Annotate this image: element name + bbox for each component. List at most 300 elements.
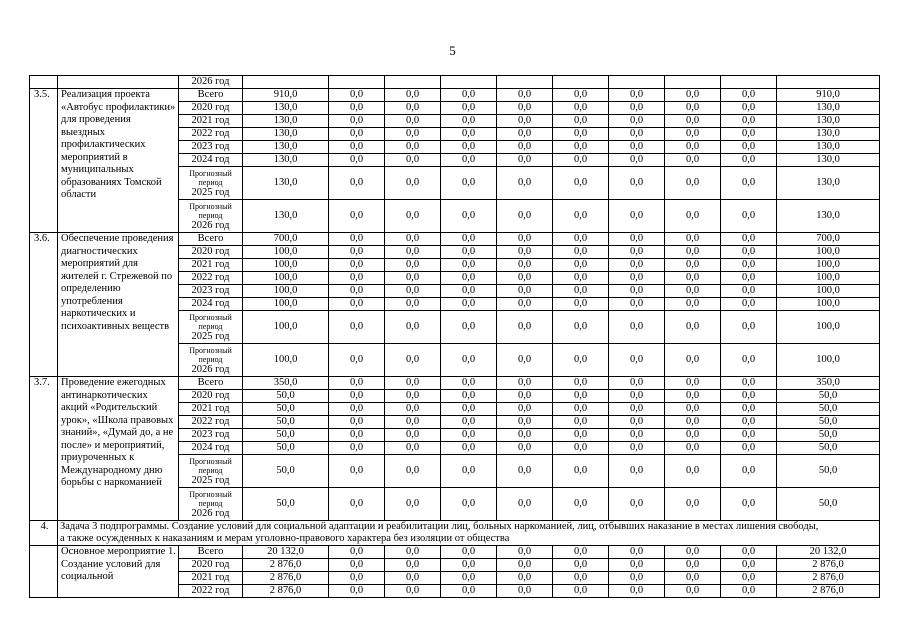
value-cell: 0,0	[497, 585, 553, 598]
value-cell: 0,0	[385, 298, 441, 311]
value-cell: 0,0	[497, 154, 553, 167]
period-cell	[179, 488, 243, 521]
period-cell: Всего	[179, 89, 243, 102]
period-cell: 2024 год	[179, 298, 243, 311]
value-cell: 2 876,0	[243, 559, 329, 572]
forecast-year-label: 2025 год	[191, 330, 230, 342]
value-cell: 0,0	[609, 298, 665, 311]
value-cell: 0,0	[609, 115, 665, 128]
value-cell: 0,0	[385, 141, 441, 154]
value-cell: 0,0	[329, 455, 385, 488]
value-cell: 0,0	[665, 572, 721, 585]
value-cell: 0,0	[609, 572, 665, 585]
item-name-cell: Основное мероприятие 1. Создание условий для социальной	[58, 546, 179, 598]
value-cell: 50,0	[243, 455, 329, 488]
task-text-cell	[58, 521, 880, 546]
value-cell: 0,0	[721, 115, 777, 128]
value-cell: 0,0	[441, 154, 497, 167]
value-cell: 100,0	[243, 246, 329, 259]
value-cell: 0,0	[553, 572, 609, 585]
value-cell: 0,0	[497, 390, 553, 403]
value-cell: 50,0	[243, 416, 329, 429]
value-cell: 0,0	[441, 141, 497, 154]
forecast-year-label: 2026 год	[191, 219, 230, 231]
value-cell: 0,0	[721, 546, 777, 559]
value-cell: 0,0	[441, 200, 497, 233]
value-cell: 0,0	[441, 285, 497, 298]
forecast-period-label: Прогнозный период	[189, 456, 232, 475]
value-cell: 130,0	[243, 128, 329, 141]
value-cell	[385, 76, 441, 89]
period-cell: 2022 год	[179, 128, 243, 141]
value-cell: 0,0	[441, 128, 497, 141]
value-cell: 0,0	[665, 167, 721, 200]
value-cell: 0,0	[721, 429, 777, 442]
value-cell: 100,0	[243, 344, 329, 377]
value-cell: 0,0	[329, 141, 385, 154]
period-cell: 2020 год	[179, 559, 243, 572]
table-row	[30, 233, 880, 246]
value-cell: 0,0	[665, 390, 721, 403]
value-cell: 0,0	[721, 167, 777, 200]
value-cell: 0,0	[497, 272, 553, 285]
value-cell: 0,0	[609, 89, 665, 102]
value-cell: 0,0	[329, 377, 385, 390]
forecast-year-label: 2026 год	[191, 507, 230, 519]
value-cell: 0,0	[385, 377, 441, 390]
value-cell: 0,0	[609, 429, 665, 442]
value-cell: 0,0	[609, 285, 665, 298]
value-cell: 0,0	[329, 115, 385, 128]
value-cell: 0,0	[497, 128, 553, 141]
value-cell: 0,0	[553, 259, 609, 272]
value-cell: 0,0	[553, 311, 609, 344]
value-cell: 0,0	[329, 89, 385, 102]
value-cell: 0,0	[441, 233, 497, 246]
value-cell: 0,0	[553, 141, 609, 154]
item-number-cell: 3.6.	[30, 233, 58, 377]
value-cell: 50,0	[777, 455, 880, 488]
value-cell: 0,0	[609, 559, 665, 572]
value-cell: 0,0	[497, 559, 553, 572]
value-cell: 50,0	[243, 390, 329, 403]
period-cell: 2021 год	[179, 115, 243, 128]
value-cell: 0,0	[497, 102, 553, 115]
value-cell: 0,0	[329, 403, 385, 416]
value-cell	[553, 76, 609, 89]
value-cell: 0,0	[721, 344, 777, 377]
value-cell: 0,0	[609, 390, 665, 403]
value-cell: 2 876,0	[777, 585, 880, 598]
value-cell: 130,0	[777, 200, 880, 233]
item-number-cell	[30, 546, 58, 598]
value-cell: 50,0	[243, 488, 329, 521]
value-cell: 0,0	[721, 311, 777, 344]
value-cell	[721, 76, 777, 89]
period-cell	[179, 344, 243, 377]
value-cell: 0,0	[441, 488, 497, 521]
value-cell: 0,0	[553, 298, 609, 311]
forecast-period-label: Прогнозный период	[189, 168, 232, 187]
value-cell: 0,0	[721, 246, 777, 259]
value-cell: 0,0	[721, 285, 777, 298]
value-cell: 0,0	[665, 128, 721, 141]
table-row	[30, 76, 880, 89]
value-cell: 0,0	[497, 488, 553, 521]
value-cell: 0,0	[441, 311, 497, 344]
value-cell: 0,0	[385, 167, 441, 200]
forecast-year-label: 2025 год	[191, 186, 230, 198]
value-cell: 0,0	[497, 141, 553, 154]
value-cell: 0,0	[441, 344, 497, 377]
value-cell: 0,0	[329, 572, 385, 585]
value-cell: 0,0	[721, 141, 777, 154]
value-cell: 910,0	[777, 89, 880, 102]
value-cell: 0,0	[329, 416, 385, 429]
value-cell: 130,0	[243, 167, 329, 200]
value-cell: 0,0	[553, 403, 609, 416]
value-cell: 100,0	[777, 272, 880, 285]
forecast-year-label: 2025 год	[191, 474, 230, 486]
value-cell	[609, 76, 665, 89]
period-cell: 2022 год	[179, 272, 243, 285]
value-cell: 0,0	[665, 246, 721, 259]
value-cell: 0,0	[665, 455, 721, 488]
value-cell: 0,0	[721, 403, 777, 416]
period-cell: 2022 год	[179, 585, 243, 598]
value-cell: 0,0	[665, 442, 721, 455]
period-cell: 2021 год	[179, 403, 243, 416]
value-cell: 700,0	[243, 233, 329, 246]
value-cell: 0,0	[329, 154, 385, 167]
value-cell: 130,0	[777, 154, 880, 167]
value-cell: 0,0	[721, 154, 777, 167]
value-cell: 0,0	[665, 416, 721, 429]
value-cell: 50,0	[777, 429, 880, 442]
item-name-cell: Обеспечение проведения диагностических мероприятий для жителей г. Стрежевой по определению употребления наркотических и психоактивных веществ	[58, 233, 179, 377]
value-cell: 0,0	[665, 585, 721, 598]
value-cell: 0,0	[329, 167, 385, 200]
value-cell: 0,0	[665, 559, 721, 572]
period-cell: Всего	[179, 377, 243, 390]
value-cell: 0,0	[329, 344, 385, 377]
value-cell: 0,0	[329, 311, 385, 344]
value-cell: 0,0	[553, 102, 609, 115]
value-cell: 0,0	[497, 246, 553, 259]
value-cell: 0,0	[329, 442, 385, 455]
value-cell: 0,0	[665, 403, 721, 416]
value-cell: 50,0	[777, 403, 880, 416]
value-cell: 130,0	[243, 154, 329, 167]
value-cell: 0,0	[609, 377, 665, 390]
value-cell: 0,0	[609, 416, 665, 429]
period-cell	[179, 455, 243, 488]
period-cell: 2024 год	[179, 154, 243, 167]
period-cell: 2021 год	[179, 572, 243, 585]
value-cell: 0,0	[665, 89, 721, 102]
value-cell	[777, 76, 880, 89]
value-cell: 0,0	[721, 572, 777, 585]
value-cell: 0,0	[385, 154, 441, 167]
value-cell: 0,0	[329, 559, 385, 572]
value-cell: 0,0	[609, 455, 665, 488]
value-cell: 0,0	[329, 102, 385, 115]
value-cell: 0,0	[385, 259, 441, 272]
value-cell: 130,0	[777, 102, 880, 115]
value-cell: 0,0	[441, 259, 497, 272]
value-cell: 100,0	[243, 259, 329, 272]
value-cell: 20 132,0	[777, 546, 880, 559]
value-cell: 0,0	[553, 442, 609, 455]
value-cell: 130,0	[243, 141, 329, 154]
value-cell: 0,0	[665, 488, 721, 521]
value-cell: 0,0	[385, 200, 441, 233]
period-cell	[179, 167, 243, 200]
value-cell: 0,0	[665, 115, 721, 128]
value-cell: 0,0	[665, 285, 721, 298]
value-cell: 0,0	[385, 488, 441, 521]
value-cell: 0,0	[497, 233, 553, 246]
value-cell: 0,0	[497, 115, 553, 128]
item-name-cell: Проведение ежегодных антинаркотических акций «Родительский урок», «Школа правовых знаний», «Думай до, а не после» и мероприятий, приуроченных к Международному дню борьбы с наркоманией	[58, 377, 179, 521]
value-cell: 100,0	[777, 259, 880, 272]
period-cell: 2020 год	[179, 246, 243, 259]
value-cell: 0,0	[385, 285, 441, 298]
value-cell: 0,0	[609, 154, 665, 167]
value-cell: 0,0	[329, 246, 385, 259]
value-cell: 100,0	[243, 311, 329, 344]
value-cell: 0,0	[385, 403, 441, 416]
period-cell: 2024 год	[179, 442, 243, 455]
value-cell: 0,0	[553, 455, 609, 488]
value-cell: 0,0	[385, 233, 441, 246]
value-cell: 0,0	[665, 272, 721, 285]
value-cell: 2 876,0	[243, 585, 329, 598]
value-cell: 0,0	[553, 488, 609, 521]
value-cell: 0,0	[497, 377, 553, 390]
value-cell: 0,0	[553, 429, 609, 442]
value-cell: 0,0	[553, 89, 609, 102]
value-cell: 0,0	[441, 455, 497, 488]
value-cell: 0,0	[553, 344, 609, 377]
table-row	[30, 89, 880, 102]
period-cell	[179, 311, 243, 344]
value-cell: 0,0	[497, 200, 553, 233]
value-cell: 0,0	[385, 272, 441, 285]
value-cell: 0,0	[497, 455, 553, 488]
value-cell: 0,0	[665, 141, 721, 154]
value-cell: 130,0	[777, 141, 880, 154]
value-cell: 0,0	[721, 442, 777, 455]
value-cell: 100,0	[243, 298, 329, 311]
value-cell: 0,0	[665, 344, 721, 377]
value-cell: 0,0	[385, 416, 441, 429]
value-cell: 0,0	[665, 377, 721, 390]
value-cell: 0,0	[721, 390, 777, 403]
value-cell: 0,0	[721, 89, 777, 102]
period-cell: 2021 год	[179, 259, 243, 272]
value-cell: 0,0	[385, 115, 441, 128]
value-cell: 0,0	[497, 89, 553, 102]
value-cell: 0,0	[553, 200, 609, 233]
period-cell: 2023 год	[179, 285, 243, 298]
value-cell: 0,0	[441, 89, 497, 102]
value-cell: 0,0	[497, 442, 553, 455]
value-cell: 0,0	[553, 585, 609, 598]
value-cell: 0,0	[329, 285, 385, 298]
item-name-cell	[58, 76, 179, 89]
value-cell: 0,0	[553, 233, 609, 246]
value-cell: 0,0	[441, 246, 497, 259]
value-cell: 0,0	[721, 102, 777, 115]
period-cell: 2023 год	[179, 429, 243, 442]
value-cell: 0,0	[721, 233, 777, 246]
value-cell: 0,0	[721, 200, 777, 233]
value-cell: 0,0	[721, 259, 777, 272]
value-cell: 0,0	[609, 442, 665, 455]
value-cell: 50,0	[243, 429, 329, 442]
period-cell: 2026 год	[179, 76, 243, 89]
value-cell: 0,0	[665, 233, 721, 246]
forecast-year-label: 2026 год	[191, 363, 230, 375]
value-cell: 0,0	[385, 429, 441, 442]
value-cell: 130,0	[777, 167, 880, 200]
item-name-cell: Реализация проекта «Автобус профилактики» для проведения выездных профилактических мероприятий в муниципальных образованиях Томской области	[58, 89, 179, 233]
value-cell: 0,0	[385, 559, 441, 572]
value-cell: 0,0	[665, 311, 721, 344]
value-cell: 0,0	[553, 285, 609, 298]
value-cell: 50,0	[243, 403, 329, 416]
value-cell: 0,0	[721, 298, 777, 311]
value-cell: 0,0	[441, 546, 497, 559]
value-cell: 0,0	[553, 559, 609, 572]
value-cell: 50,0	[777, 390, 880, 403]
forecast-period-label: Прогнозный период	[189, 312, 232, 331]
value-cell: 0,0	[665, 546, 721, 559]
value-cell: 0,0	[441, 115, 497, 128]
value-cell: 0,0	[329, 585, 385, 598]
value-cell: 0,0	[609, 488, 665, 521]
value-cell: 100,0	[243, 272, 329, 285]
value-cell: 350,0	[243, 377, 329, 390]
task-number-cell: 4.	[30, 521, 58, 546]
value-cell: 910,0	[243, 89, 329, 102]
value-cell: 0,0	[497, 403, 553, 416]
value-cell: 0,0	[553, 154, 609, 167]
value-cell: 0,0	[721, 585, 777, 598]
value-cell	[497, 76, 553, 89]
value-cell	[441, 76, 497, 89]
value-cell: 0,0	[497, 167, 553, 200]
value-cell: 130,0	[243, 200, 329, 233]
forecast-period-label: Прогнозный период	[189, 345, 232, 364]
value-cell: 130,0	[777, 115, 880, 128]
period-cell: Всего	[179, 546, 243, 559]
value-cell: 0,0	[609, 272, 665, 285]
value-cell: 0,0	[329, 429, 385, 442]
period-cell	[179, 200, 243, 233]
value-cell: 0,0	[441, 298, 497, 311]
value-cell: 0,0	[329, 200, 385, 233]
forecast-period-label: Прогнозный период	[189, 489, 232, 508]
value-cell: 100,0	[243, 285, 329, 298]
value-cell: 0,0	[553, 377, 609, 390]
value-cell: 0,0	[441, 559, 497, 572]
value-cell: 0,0	[441, 429, 497, 442]
value-cell: 0,0	[329, 259, 385, 272]
value-cell: 0,0	[329, 390, 385, 403]
value-cell: 0,0	[553, 128, 609, 141]
value-cell: 2 876,0	[777, 572, 880, 585]
value-cell: 130,0	[243, 115, 329, 128]
value-cell: 0,0	[609, 546, 665, 559]
value-cell: 0,0	[441, 585, 497, 598]
value-cell: 0,0	[609, 259, 665, 272]
period-cell: 2023 год	[179, 141, 243, 154]
value-cell: 0,0	[609, 102, 665, 115]
value-cell: 0,0	[497, 311, 553, 344]
value-cell: 0,0	[441, 572, 497, 585]
task-row	[30, 521, 880, 546]
value-cell: 0,0	[497, 298, 553, 311]
value-cell: 0,0	[609, 128, 665, 141]
value-cell: 0,0	[665, 429, 721, 442]
value-cell: 50,0	[777, 416, 880, 429]
table-row	[30, 546, 880, 559]
value-cell: 100,0	[777, 344, 880, 377]
value-cell: 0,0	[497, 546, 553, 559]
value-cell: 0,0	[385, 344, 441, 377]
period-cell: 2022 год	[179, 416, 243, 429]
value-cell: 0,0	[441, 272, 497, 285]
value-cell: 0,0	[329, 128, 385, 141]
period-cell: Всего	[179, 233, 243, 246]
value-cell: 50,0	[777, 488, 880, 521]
value-cell: 0,0	[553, 272, 609, 285]
value-cell: 0,0	[497, 429, 553, 442]
value-cell: 100,0	[777, 311, 880, 344]
value-cell: 0,0	[553, 115, 609, 128]
task-text-line: Задача 3 подпрограммы. Создание условий для социальной адаптации и реабилитации лиц, больных наркоманией, лиц, отбывших наказание в местах лишения свободы,	[60, 521, 819, 532]
value-cell: 0,0	[385, 455, 441, 488]
value-cell: 0,0	[721, 377, 777, 390]
value-cell: 0,0	[497, 572, 553, 585]
value-cell: 0,0	[385, 585, 441, 598]
item-number-cell	[30, 76, 58, 89]
value-cell: 0,0	[721, 559, 777, 572]
value-cell: 0,0	[553, 390, 609, 403]
value-cell	[329, 76, 385, 89]
value-cell: 0,0	[497, 259, 553, 272]
value-cell: 0,0	[385, 102, 441, 115]
value-cell: 0,0	[441, 442, 497, 455]
forecast-period-label: Прогнозный период	[189, 201, 232, 220]
value-cell: 50,0	[777, 442, 880, 455]
value-cell: 0,0	[329, 488, 385, 521]
value-cell: 0,0	[665, 154, 721, 167]
value-cell: 0,0	[553, 246, 609, 259]
value-cell: 0,0	[329, 233, 385, 246]
value-cell	[243, 76, 329, 89]
value-cell: 0,0	[441, 390, 497, 403]
value-cell: 0,0	[553, 416, 609, 429]
value-cell: 0,0	[329, 546, 385, 559]
value-cell: 100,0	[777, 246, 880, 259]
value-cell: 100,0	[777, 298, 880, 311]
value-cell: 0,0	[441, 377, 497, 390]
item-number-cell: 3.5.	[30, 89, 58, 233]
value-cell: 0,0	[665, 102, 721, 115]
